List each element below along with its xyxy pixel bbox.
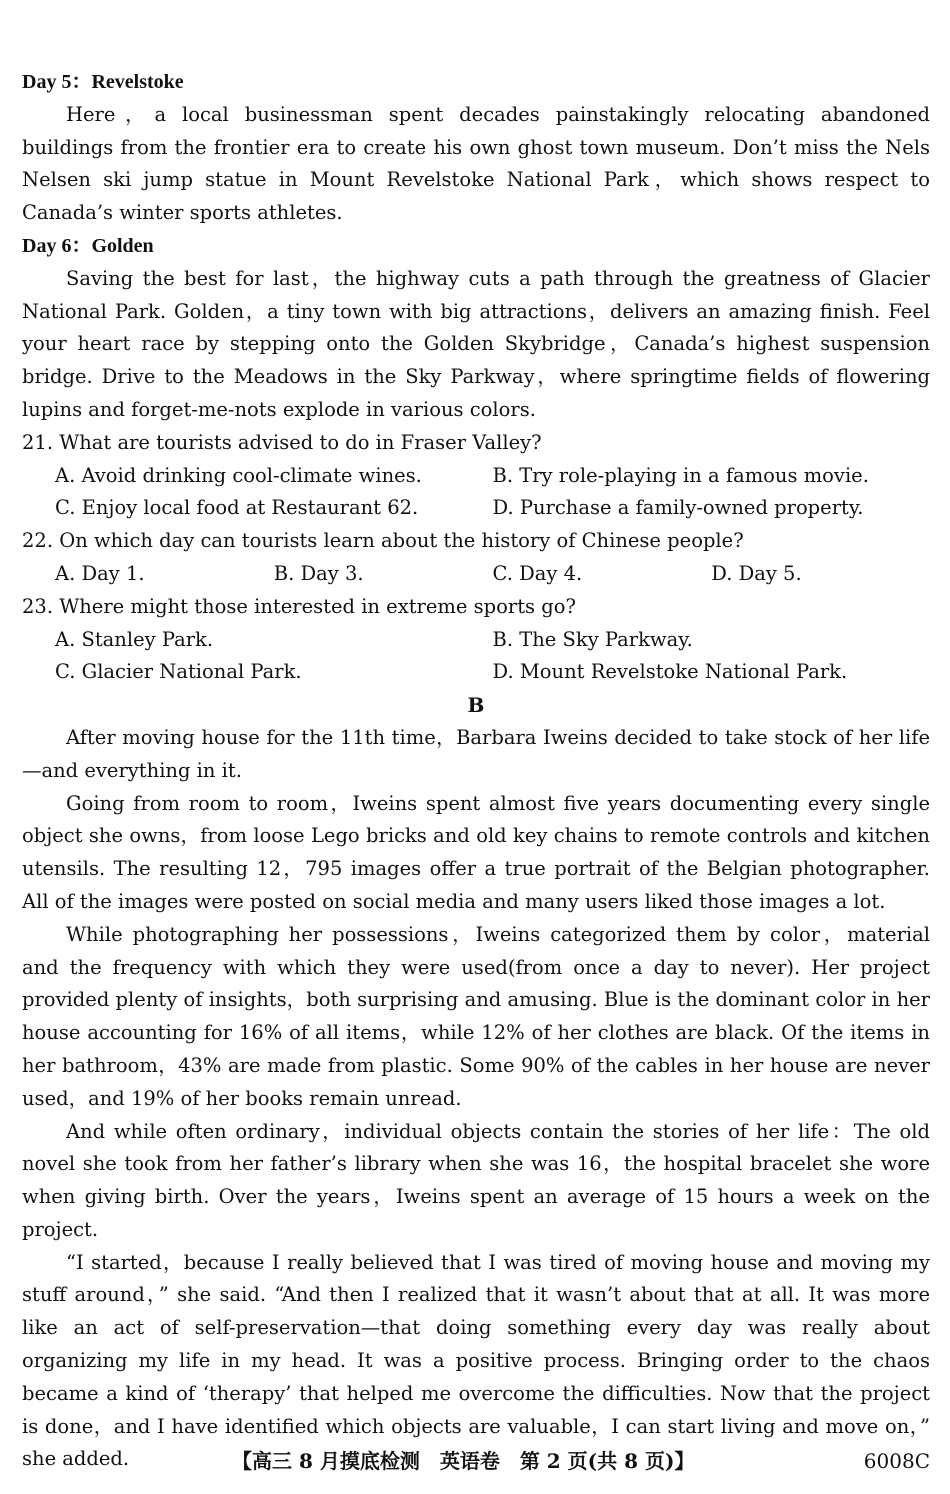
question-stem: 21. What are tourists advised to do in Fraser Valley? <box>22 430 542 454</box>
footer-code: 6008C <box>863 1449 930 1473</box>
option-d: D. Purchase a family-owned property. <box>492 496 864 520</box>
day6-heading: Day 6：Golden <box>22 234 154 257</box>
passage-b-paragraph: After moving house for the 11th time，Barbara Iweins decided to take stock of her life—and everything in it. <box>22 725 930 782</box>
option-c: C. Glacier National Park. <box>55 660 302 684</box>
question-stem: 22. On which day can tourists learn about the history of Chinese people? <box>22 529 744 553</box>
option-b: B. Day 3. <box>273 561 364 585</box>
section-b-label: B <box>467 693 485 718</box>
option-d: D. Day 5. <box>711 561 802 585</box>
option-row <box>22 492 930 525</box>
page-content <box>22 66 930 1476</box>
footer-title: 【高三 8 月摸底检测 英语卷 第 2 页(共 8 页)】 <box>232 1449 695 1473</box>
passage-b-paragraph: And while often ordinary，individual objects contain the stories of her life：The old novel she took from her father’s library when she was 16，the hospital bracelet she wore when giving birth. Over the years，Iweins spent an average of 15 hours a week on the project. <box>22 1119 930 1241</box>
option-d: D. Mount Revelstoke National Park. <box>492 660 848 684</box>
day5-paragraph: Here，a local businessman spent decades painstakingly relocating abandoned buildings from the frontier era to create his own ghost town museum. Don’t miss the Nels Nelsen ski jump statue in Mount Revelstoke National Park，which shows respect to Canada’s winter sports athletes. <box>22 102 930 225</box>
passage-b-paragraph: While photographing her possessions，Iweins categorized them by color，material and the frequency with which they were used(from once a day to never). Her project provided plenty of insights，both surprising and amusing. Blue is the dominant color in her house accounting for 16% of all items，while 12% of her clothes are black. Of the items in her bathroom，43% are made from plastic. Some 90% of the cables in her house are never used，and 19% of her books remain unread. <box>22 922 930 1110</box>
option-c: C. Enjoy local food at Restaurant 62. <box>55 496 419 520</box>
question-stem: 23. Where might those interested in extreme sports go? <box>22 594 576 618</box>
question-23 <box>22 591 930 689</box>
option-row <box>22 460 930 493</box>
passage-b-paragraph: Going from room to room，Iweins spent almost five years documenting every single object she owns，from loose Lego bricks and old key chains to remote controls and kitchen utensils. The resulting 12，795 images offer a true portrait of the Belgian photographer. All of the images were posted on social media and many users liked those images a lot. <box>22 791 930 913</box>
day5-heading: Day 5：Revelstoke <box>22 71 184 93</box>
passage-b-paragraph: “I started，because I really believed that I was tired of moving house and moving my stuff around，” she said. “And then I realized that it wasn’t about that at all. It was more like an act of self-preservation—that doing something every day was really about organizing my life in my head. It was a positive process. Bringing order to the chaos became a kind of ‘therapy’ that helped me overcome the difficulties. Now that the project is done，and I have identified which objects are valuable，I can start living and move on，” she added. <box>22 1250 930 1471</box>
question-21 <box>22 427 930 525</box>
option-row <box>22 656 930 689</box>
option-row <box>22 624 930 657</box>
day6-paragraph: Saving the best for last，the highway cuts a path through the greatness of Glacier National Park. Golden，a tiny town with big attractions，delivers an amazing finish. Feel your heart race by stepping onto the Golden Skybridge，Canada’s highest suspension bridge. Drive to the Meadows in the Sky Parkway，where springtime fields of flowering lupins and forget-me-nots explode in various colors. <box>22 266 930 421</box>
question-22 <box>22 525 930 591</box>
option-a: A. Stanley Park. <box>55 627 214 651</box>
option-b: B. Try role-playing in a famous movie. <box>492 463 869 487</box>
option-a: A. Avoid drinking cool-climate wines. <box>55 463 422 487</box>
option-row <box>22 558 930 591</box>
option-c: C. Day 4. <box>492 561 583 585</box>
option-b: B. The Sky Parkway. <box>492 627 693 651</box>
page-footer <box>0 1444 950 1478</box>
option-a: A. Day 1. <box>55 561 145 585</box>
